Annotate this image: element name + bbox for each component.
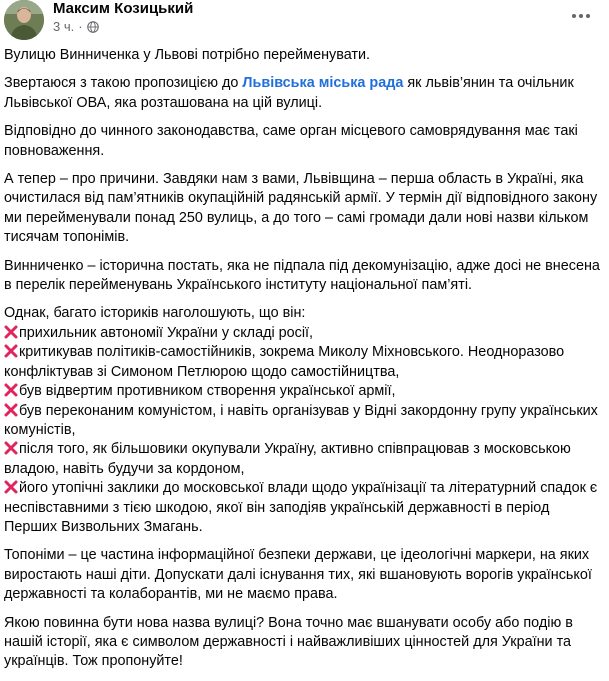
paragraph-1: Вулицю Винниченка у Львові потрібно перейменувати. — [4, 47, 371, 63]
reason-text: був відвертим противником створення української армії, — [19, 383, 396, 400]
paragraph-8: Якою повинна бути нова назва вулиці? Вона точно має вшанувати особу або подію в нашій історії, яка є символом державності і найважливіших цінностей для України та українців. Тож пропонуйте! — [4, 614, 573, 670]
author-name[interactable]: Максим Козицький — [53, 0, 194, 17]
reason-item — [4, 382, 602, 401]
post-body — [4, 46, 602, 681]
reason-item — [4, 440, 602, 479]
paragraph-2-after: як львів’янин та очільник Львівської ОВА, яка розташована на цій вулиці. — [4, 75, 574, 111]
cross-mark-icon — [4, 325, 18, 339]
post-header — [0, 0, 609, 40]
reason-text: критикував політиків-самостійників, зокрема Миколу Міхновського. Неодноразово конфліктував зі Симоном Петлюрою щодо самостійництва, — [4, 344, 565, 380]
reason-item — [4, 324, 602, 343]
paragraph-2 — [4, 74, 602, 113]
paragraph-2-before: Звертаюся з такою пропозицією до — [4, 75, 243, 92]
cross-mark-icon — [4, 480, 18, 494]
reason-text: був переконаним комуністом, і навіть організував у Відні закордонну групу українських комуністів, — [4, 402, 598, 438]
reasons-block — [4, 304, 602, 537]
paragraph-3: Відповідно до чинного законодавства, саме орган місцевого самоврядування має такі повноваження. — [4, 123, 578, 159]
mention-lviv-city-council[interactable]: Львівська міська рада — [242, 75, 404, 92]
paragraph-4: А тепер – про причини. Завдяки нам з вами, Львівщина – перша область в Україні, яка очистилася від пам’ятників окупаційній радянській армії. У термін дії відповідного закону ми перейменували понад 250 вулиць, а до того – самі громади дали нові назви кільком тисячам топонімів. — [4, 171, 598, 246]
author-avatar[interactable] — [4, 0, 44, 40]
globe-icon[interactable] — [87, 21, 99, 33]
meta-separator: · — [78, 19, 83, 34]
cross-mark-icon — [4, 383, 18, 397]
reason-text: прихильник автономії України у складі росії, — [19, 324, 314, 341]
paragraph-7: Топоніми – це частина інформаційної безпеки держави, це ідеологічні маркери, на яких виростають наші діти. Допускати далі існування тих, які вшановують ворогів української державності та колаборантів, ми не маємо права. — [4, 547, 592, 603]
cross-mark-icon — [4, 441, 18, 455]
reason-item — [4, 479, 602, 537]
profile-avatar — [4, 0, 44, 40]
cross-mark-icon — [4, 403, 18, 417]
reason-text: після того, як більшовики окупували Україну, активно співпрацював з московською владою, навіть будучи за кордоном, — [4, 441, 571, 477]
reason-item — [4, 343, 602, 382]
post-meta — [53, 19, 99, 35]
cross-mark-icon — [4, 344, 18, 358]
reason-item — [4, 402, 602, 441]
paragraph-5: Винниченко – історична постать, яка не підпала під декомунізацію, адже досі не внесена в перелік перейменувань Українського інституту національної пам’яті. — [4, 257, 600, 294]
reasons-intro: Однак, багато істориків наголошують, що він: — [4, 305, 306, 322]
post-timestamp[interactable]: 3 ч. — [53, 19, 75, 34]
reason-text: його утопічні заклики до московської влади щодо українізації та літературний спадок є неспівставними з тією шкодою, якої він заподіяв українській державності в період Перших Визвольних Змагань. — [4, 480, 598, 535]
more-dots-icon[interactable] — [567, 6, 595, 26]
